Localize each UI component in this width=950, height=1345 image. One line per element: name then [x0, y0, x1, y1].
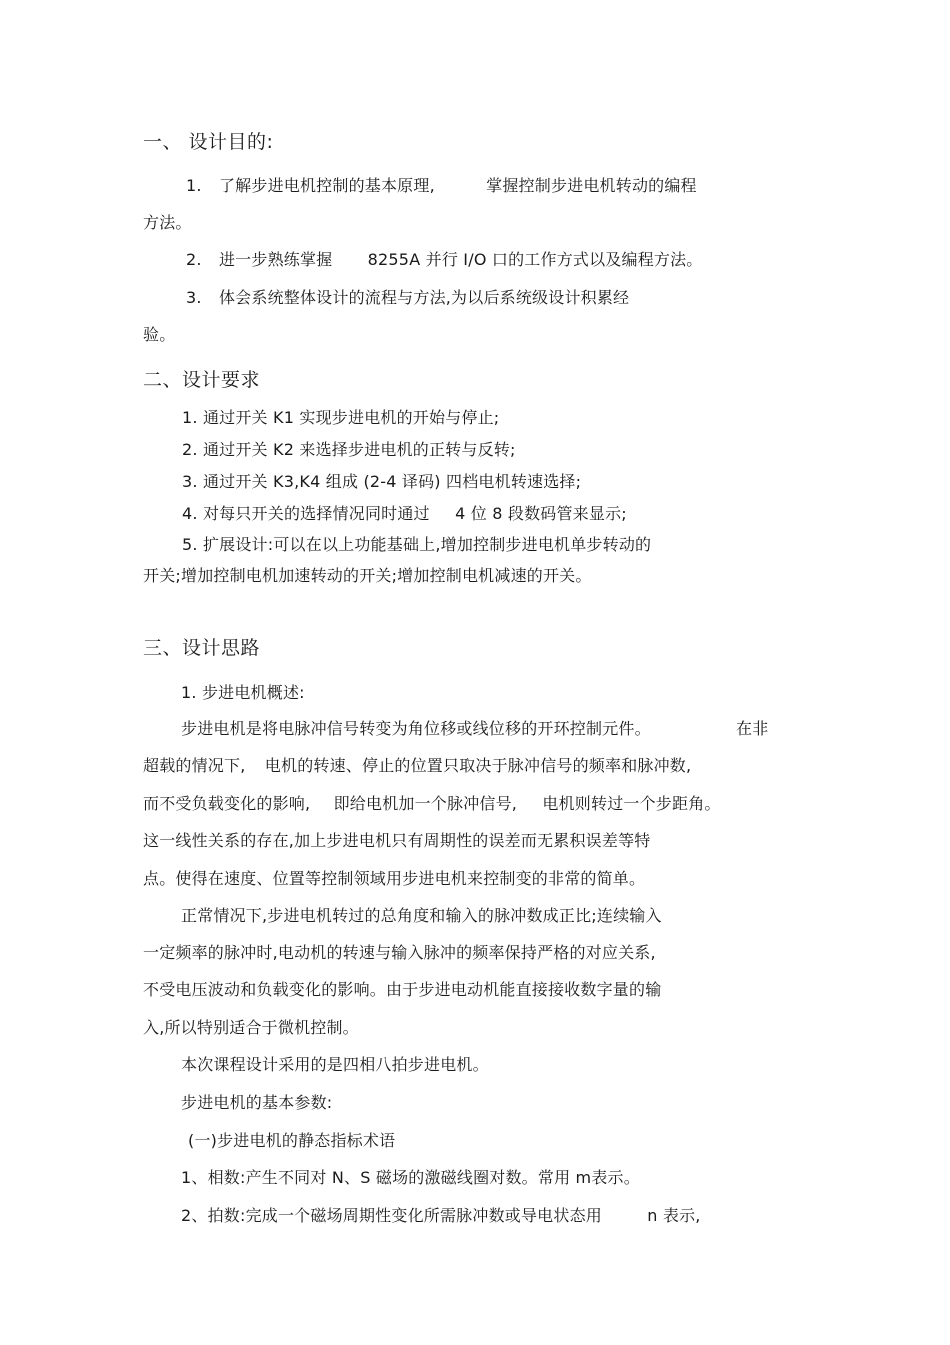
section-1-heading: 一、 设计目的:: [143, 131, 274, 153]
item-text-continued: 掌握控制步进电机转动的编程: [486, 176, 697, 195]
section-1-item-1: [186, 176, 697, 196]
paragraph-1-line-4: 这一线性关系的存在,加上步进电机只有周期性的误差而无累积误差等特: [143, 831, 651, 850]
text-segment: 即给电机加一个脉冲信号,: [333, 794, 518, 813]
section-1-item-2: [186, 250, 703, 270]
paragraph-1-line-1: [181, 719, 769, 739]
text-segment: 电机则转过一个步距角。: [542, 794, 721, 813]
text-segment: 而不受负载变化的影响,: [143, 794, 311, 813]
text-segment: n 表示,: [647, 1206, 701, 1225]
paragraph-2-line-2: 一定频率的脉冲时,电动机的转速与输入脉冲的频率保持严格的对应关系,: [143, 943, 656, 962]
section-2-item-5-continuation: 开关;增加控制电机加速转动的开关;增加控制电机减速的开关。: [143, 566, 592, 585]
paragraph-2-line-1: 正常情况下,步进电机转过的总角度和输入的脉冲数成正比;连续输入: [181, 906, 662, 925]
item-text: 体会系统整体设计的流程与方法,为以后系统级设计积累经: [218, 288, 630, 307]
paragraph-4: 步进电机的基本参数:: [181, 1093, 333, 1112]
section-2-item-5: 5. 扩展设计:可以在以上功能基础上,增加控制步进电机单步转动的: [182, 535, 652, 554]
text-segment: 步进电机是将电脉冲信号转变为角位移或线位移的开环控制元件。: [181, 719, 651, 738]
paragraph-2-line-4: 入,所以特别适合于微机控制。: [143, 1018, 359, 1037]
section-1-item-3: [186, 288, 629, 308]
item-text-continued: 4 位 8 段数码管来显示;: [455, 504, 627, 523]
paragraph-1-line-5: 点。使得在速度、位置等控制领域用步进电机来控制变的非常的简单。: [143, 869, 646, 888]
paragraph-5: (一)步进电机的静态指标术语: [188, 1131, 396, 1150]
text-segment: 电机的转速、停止的位置只取决于脉冲信号的频率和脉冲数,: [264, 756, 692, 775]
paragraph-2-line-3: 不受电压波动和负载变化的影响。由于步进电动机能直接接收数字量的输: [143, 980, 662, 999]
item-text: 4. 对每只开关的选择情况同时通过: [182, 504, 430, 523]
paragraph-3: 本次课程设计采用的是四相八拍步进电机。: [181, 1055, 489, 1074]
item-text: 了解步进电机控制的基本原理,: [218, 176, 435, 195]
paragraph-1-line-2: [143, 756, 691, 776]
section-2-item-2: 2. 通过开关 K2 来选择步进电机的正转与反转;: [182, 440, 516, 459]
item-text-continued: 8255A 并行 I/O 口的工作方式以及编程方法。: [367, 250, 703, 269]
text-segment: 在非: [736, 719, 769, 738]
section-2-item-1: 1. 通过开关 K1 实现步进电机的开始与停止;: [182, 408, 500, 427]
item-number: 1.: [186, 176, 202, 195]
section-1-item-1-continuation: 方法。: [143, 213, 192, 232]
text-segment: 超载的情况下,: [143, 756, 246, 775]
term-2: [181, 1206, 701, 1226]
item-number: 3.: [186, 288, 202, 307]
section-2-item-3: 3. 通过开关 K3,K4 组成 (2-4 译码) 四档电机转速选择;: [182, 472, 582, 491]
section-2-heading: 二、设计要求: [143, 369, 261, 391]
section-2-item-4: [182, 504, 627, 524]
section-3-heading: 三、设计思路: [143, 637, 261, 659]
subsection-title: 1. 步进电机概述:: [181, 683, 305, 702]
item-text: 进一步熟练掌握: [218, 250, 333, 269]
paragraph-1-line-3: [143, 794, 721, 814]
item-number: 2.: [186, 250, 202, 269]
term-1: 1、相数:产生不同对 N、S 磁场的激磁线圈对数。常用 m表示。: [181, 1168, 640, 1187]
section-1-item-3-continuation: 验。: [143, 325, 176, 344]
text-segment: 2、拍数:完成一个磁场周期性变化所需脉冲数或导电状态用: [181, 1206, 602, 1225]
